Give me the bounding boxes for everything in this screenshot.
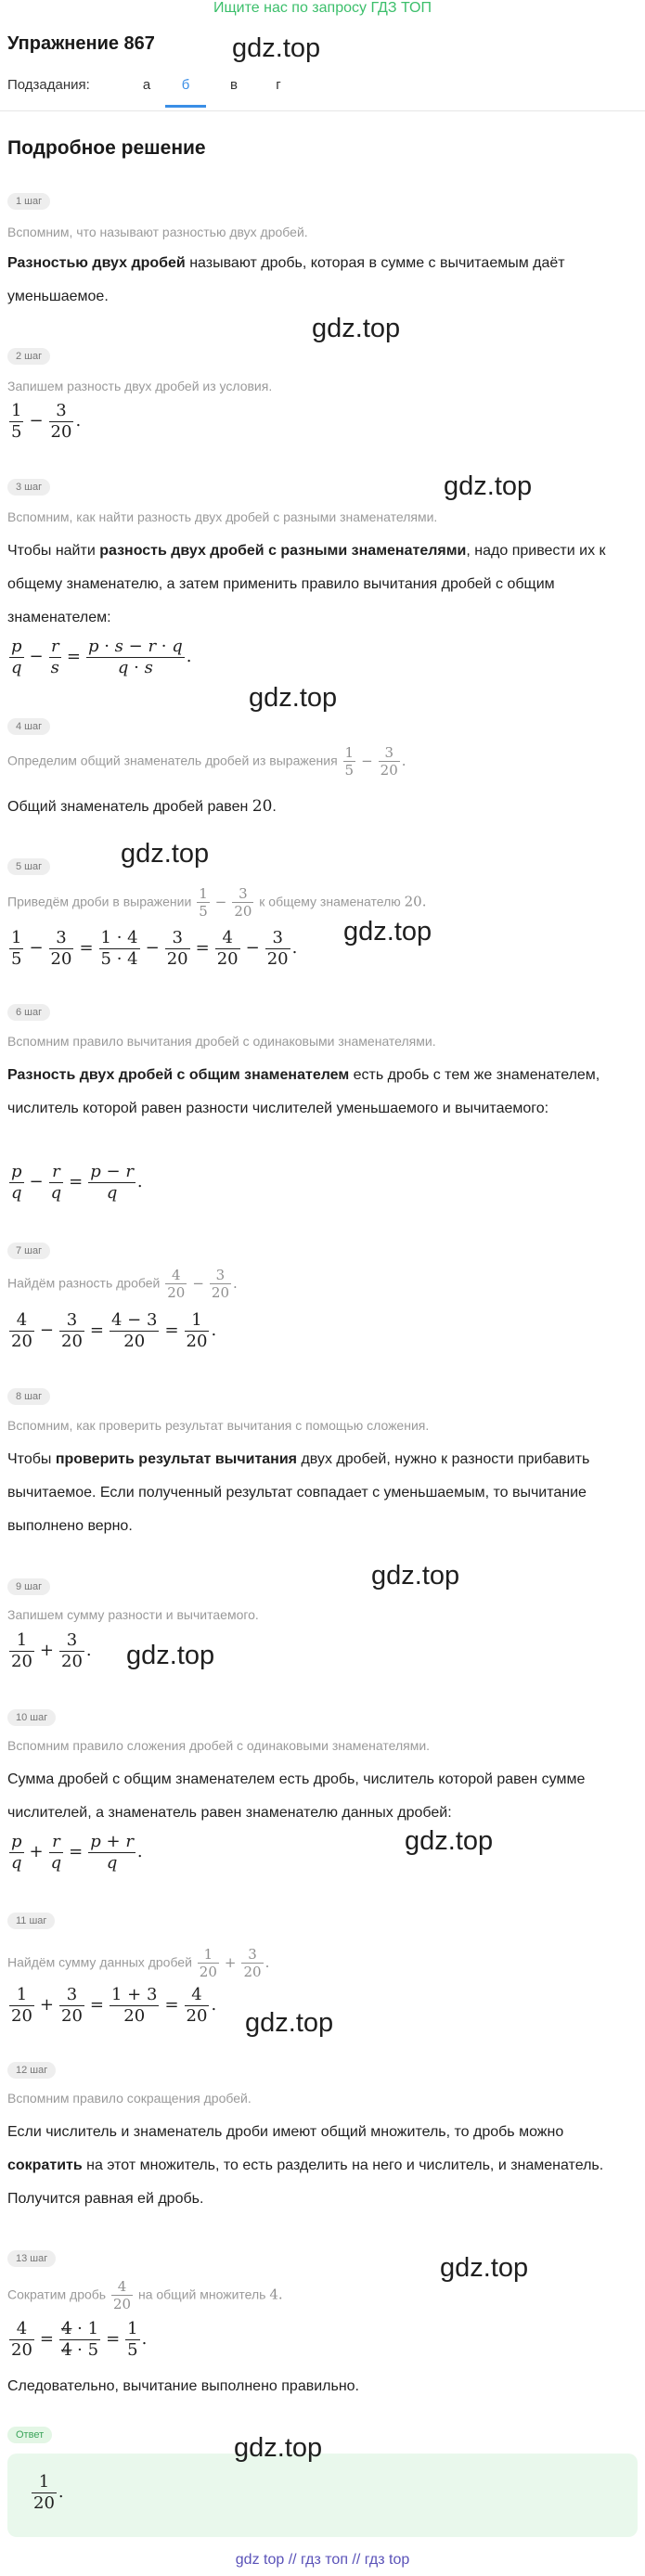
step-badge: 9 шаг bbox=[7, 1578, 50, 1595]
watermark: gdz.top bbox=[126, 1641, 215, 1670]
step-badge: 3 шаг bbox=[7, 478, 50, 496]
math-expression: $\frac{4}{20}$ = $\frac{4 \cdot 1}{4 \cdot 5}$ = $\frac{1}{5}$ . bbox=[11, 2319, 148, 2360]
step-text: Если числитель и знаменатель дроби имеют общий множитель, то дробь можно сократить на этот множитель, то есть разделить на него и числитель, и знаменатель. Получится равная ей дробь. bbox=[7, 2124, 604, 2207]
step-note: Запишем сумму разности и вычитаемого. bbox=[7, 1607, 259, 1622]
step-badge: 1 шаг bbox=[7, 192, 50, 210]
watermark: gdz.top bbox=[249, 683, 338, 713]
footer-links[interactable]: gdz top // гдз топ // гдз top bbox=[235, 2552, 410, 2568]
watermark: gdz.top bbox=[121, 839, 210, 869]
step-badge: 13 шаг bbox=[7, 2249, 56, 2267]
step-badge: 2 шаг bbox=[7, 347, 50, 365]
step-note: Найдём разность дробей $\frac{4}{20}$ − $\frac{3}{20}$ . bbox=[7, 1267, 238, 1301]
step-text: Чтобы проверить результат вычитания двух дробей, нужно к разности прибавить вычитаемое. Если полученный результат совпадает с уменьшаемым, то вычитание выполнено верно. bbox=[7, 1451, 590, 1534]
step-note: Определим общий знаменатель дробей из выражения $\frac{1}{5}$ − $\frac{3}{20}$ . bbox=[7, 744, 406, 779]
step-note: Запишем разность двух дробей из условия. bbox=[7, 379, 273, 393]
exercise-title: Упражнение 867 bbox=[7, 33, 155, 54]
step-note: Вспомним, как проверить результат вычитания с помощью сложения. bbox=[7, 1418, 430, 1433]
step-text: Разностью двух дробей называют дробь, которая в сумме с вычитаемым даёт уменьшаемое. bbox=[7, 255, 565, 304]
step-text: Чтобы найти разность двух дробей с разными знаменателями, надо привести их к общему знаменателю, а затем применить правило вычитания дробей с общим знаменателем: bbox=[7, 543, 606, 625]
search-banner: Ищите нас по запросу ГДЗ ТОП bbox=[213, 0, 432, 16]
step-badge: 12 шаг bbox=[7, 2061, 56, 2079]
divider bbox=[0, 110, 645, 111]
answer-badge: Ответ bbox=[7, 2426, 52, 2443]
math-expression: $\frac{1}{20}$ + $\frac{3}{20}$ = $\frac{1 + 3}{20}$ = $\frac{4}{20}$ . bbox=[11, 1985, 217, 2026]
subtask-tab-g[interactable]: г bbox=[276, 77, 281, 93]
step-note: Сократим дробь $\frac{4}{20}$ на общий множитель 4. bbox=[7, 2278, 283, 2312]
math-expression: $\frac{p}{q}$ + $\frac{r}{q}$ = $\frac{p + r}{q}$ . bbox=[11, 1832, 143, 1873]
watermark: gdz.top bbox=[405, 1826, 494, 1856]
subtask-tab-v[interactable]: в bbox=[230, 77, 238, 93]
math-expression: $\frac{p}{q}$ − $\frac{r}{s}$ = $\frac{p \cdot s - r \cdot q}{q \cdot s}$ . bbox=[11, 637, 192, 677]
step-badge: 11 шаг bbox=[7, 1912, 55, 1929]
step-note: Вспомним правило сокращения дробей. bbox=[7, 2091, 252, 2106]
step-badge: 4 шаг bbox=[7, 717, 50, 735]
math-expression: $\frac{1}{5}$ − $\frac{3}{20}$ = $\frac{1 \cdot 4}{5 \cdot 4}$ − $\frac{3}{20}$ = $\frac{4}{20}$ − $\frac{3}{20}$ . bbox=[11, 928, 298, 969]
watermark: gdz.top bbox=[440, 2253, 529, 2283]
step-badge: 8 шаг bbox=[7, 1387, 50, 1405]
subtask-tab-b[interactable]: б bbox=[181, 77, 190, 93]
step-text: Общий знаменатель дробей равен 20. bbox=[7, 797, 277, 816]
solution-heading: Подробное решение bbox=[7, 137, 206, 159]
step-note: Приведём дроби в выражении $\frac{1}{5}$ − $\frac{3}{20}$ к общему знаменателю 20. bbox=[7, 885, 427, 920]
subtask-tab-a[interactable]: а bbox=[142, 77, 151, 93]
subtask-label: Подзадания: bbox=[7, 77, 90, 93]
step-note: Вспомним правило сложения дробей с одинаковыми знаменателями. bbox=[7, 1738, 431, 1753]
watermark: gdz.top bbox=[343, 917, 432, 947]
step-note: Вспомним, что называют разностью двух дробей. bbox=[7, 225, 308, 239]
step-text: Разность двух дробей с общим знаменателем есть дробь с тем же знаменателем, числитель которой равен разности числителей уменьшаемого и вычитаемого: bbox=[7, 1067, 600, 1116]
math-expression: $\frac{1}{20}$ + $\frac{3}{20}$ . bbox=[11, 1630, 92, 1671]
math-expression: $\frac{4}{20}$ − $\frac{3}{20}$ = $\frac{4 - 3}{20}$ = $\frac{1}{20}$ . bbox=[11, 1310, 217, 1351]
step-badge: 6 шаг bbox=[7, 1003, 50, 1021]
answer-box bbox=[7, 2454, 638, 2537]
answer-value: $\frac{1}{20}$ . bbox=[33, 2472, 64, 2513]
step-badge: 5 шаг bbox=[7, 857, 50, 875]
active-tab-indicator bbox=[165, 105, 206, 108]
math-expression: $\frac{p}{q}$ − $\frac{r}{q}$ = $\frac{p - r}{q}$ . bbox=[11, 1162, 143, 1203]
step-badge: 7 шаг bbox=[7, 1242, 50, 1259]
step-note: Вспомним правило вычитания дробей с одинаковыми знаменателями. bbox=[7, 1034, 436, 1049]
math-expression: $\frac{1}{5}$ − $\frac{3}{20}$ . bbox=[11, 401, 82, 442]
step-note: Найдём сумму данных дробей $\frac{1}{20}$ + $\frac{3}{20}$ . bbox=[7, 1946, 270, 1980]
step-text: Следовательно, вычитание выполнено правильно. bbox=[7, 2378, 359, 2394]
watermark: gdz.top bbox=[312, 314, 401, 343]
step-badge: 10 шаг bbox=[7, 1708, 56, 1726]
watermark: gdz.top bbox=[444, 471, 533, 501]
watermark: gdz.top bbox=[371, 1561, 460, 1591]
step-note: Вспомним, как найти разность двух дробей с разными знаменателями. bbox=[7, 509, 438, 524]
watermark: gdz.top bbox=[232, 33, 321, 63]
subtask-selector bbox=[7, 77, 286, 110]
step-text: Сумма дробей с общим знаменателем есть дробь, числитель которой равен сумме числителей, а знаменатель равен знаменателю данных дробей: bbox=[7, 1771, 586, 1821]
watermark: gdz.top bbox=[234, 2433, 323, 2463]
watermark: gdz.top bbox=[245, 2008, 334, 2038]
